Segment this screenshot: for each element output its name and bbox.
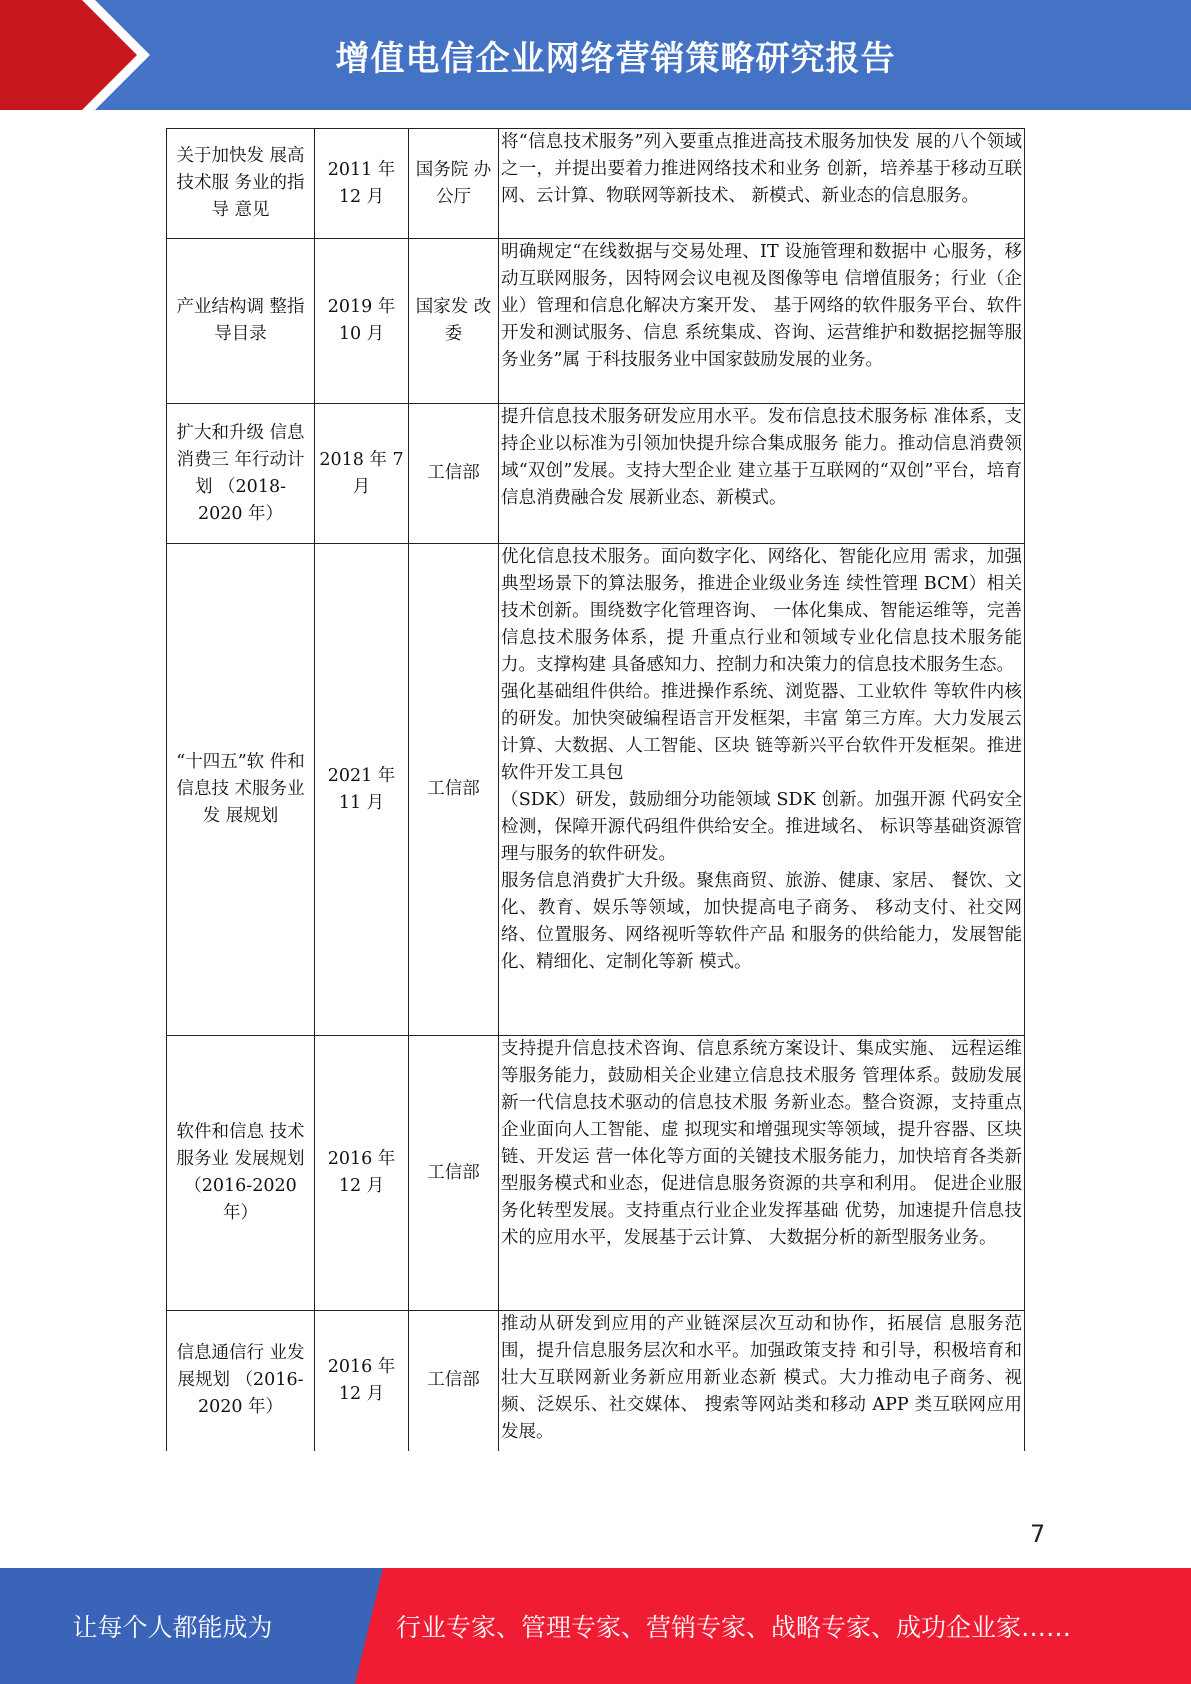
content-paragraph: 将“信息技术服务”列入要重点推进高技术服务加快发 展的八个领域之一，并提出要着力推进网络技术和业务 创新，培养基于移动互联网、云计算、物联网等新技术、 新模式、新业态的信息服务。 [501,132,1022,206]
table-row [167,239,1025,404]
table-row [167,129,1025,239]
policy-content [499,1311,1025,1451]
footer-banner [0,1568,1191,1684]
table-row [167,1036,1025,1311]
policy-department: 工信部 [409,404,499,544]
footer-slogan-left: 让每个人都能成为 [72,1613,273,1642]
header-banner [0,0,1191,110]
policy-date: 2016 年 12 月 [315,1036,409,1311]
footer-slogan-right: 行业专家、管理专家、营销专家、战略专家、成功企业家…… [396,1613,1072,1642]
policy-date: 2019 年 10 月 [315,239,409,404]
policy-date: 2021 年 11 月 [315,544,409,1036]
policy-department: 国务院 办公厅 [409,129,499,239]
policy-name: 软件和信息 技术服务业 发展规划 （2016-2020 年） [167,1036,315,1311]
content-paragraph: 支持提升信息技术咨询、信息系统方案设计、集成实施、 远程运维等服务能力，鼓励相关企业建立信息技术服务 管理体系。鼓励发展新一代信息技术驱动的信息技术服 务新业态。整合资源，支持重点企业面向人工智能、虚 拟现实和增强现实等领域，提升容器、区块链、开发运 营一体化等方面的关键技术服务能力，加快培育各类新 型服务模式和业态，促进信息服务资源的共享和利用。 促进企业服务化转型发展。支持重点行业企业发挥基础 优势，加速提升信息技术的应用水平，发展基于云计算、 大数据分析的新型服务业务。 [501,1039,1022,1248]
page-number: 7 [1030,1520,1046,1548]
content-paragraph: （SDK）研发，鼓励细分功能领域 SDK 创新。加强开源 代码安全检测，保障开源代码组件供给安全。推进域名、 标识等基础资源管理与服务的软件研发。 [501,790,1022,864]
red-arrow-icon [0,0,150,110]
policy-department: 工信部 [409,1311,499,1451]
policy-name: 产业结构调 整指导目录 [167,239,315,404]
policy-department: 国家发 改委 [409,239,499,404]
content-paragraph: 优化信息技术服务。面向数字化、网络化、智能化应用 需求，加强典型场景下的算法服务，推进企业级业务连 续性管理 BCM）相关技术创新。围绕数字化管理咨询、 一体化集成、智能运维等，完善信息技术服务体系，提 升重点行业和领域专业化信息技术服务能力。支撑构建 具备感知力、控制力和决策力的信息技术服务生态。 [501,547,1022,675]
content-paragraph: 推动从研发到应用的产业链深层次互动和协作，拓展信 息服务范围，提升信息服务层次和水平。加强政策支持 和引导，积极培育和壮大互联网新业务新应用新业态新 模式。大力推动电子商务、视频、泛娱乐、社交媒体、 搜索等网站类和移动 APP 类互联网应用发展。 [501,1314,1022,1442]
content-paragraph: 明确规定“在线数据与交易处理、IT 设施管理和数据中 心服务，移动互联网服务，因特网会议电视及图像等电 信增值服务；行业（企业）管理和信息化解决方案开发、 基于网络的软件服务平台、软件开发和测试服务、信息 系统集成、咨询、运营维护和数据挖掘等服务业务”属 于科技服务业中国家鼓励发展的业务。 [501,242,1022,370]
policy-date: 2016 年 12 月 [315,1311,409,1451]
policy-name: “十四五”软 件和信息技 术服务业发 展规划 [167,544,315,1036]
policy-content [499,129,1025,239]
report-title: 增值电信企业网络营销策略研究报告 [335,38,896,79]
policy-date: 2018 年 7 月 [315,404,409,544]
policy-name: 信息通信行 业发展规划 （2016-2020 年） [167,1311,315,1451]
policy-name: 扩大和升级 信息消费三 年行动计划 （2018-2020 年） [167,404,315,544]
content-paragraph: 提升信息技术服务研发应用水平。发布信息技术服务标 准体系，支持企业以标准为引领加快提升综合集成服务 能力。推动信息消费领域“双创”发展。支持大型企业 建立基于互联网的“双创”平台，培育信息消费融合发 展新业态、新模式。 [501,407,1022,508]
policy-table [166,128,1025,1451]
policy-content [499,404,1025,544]
table-row [167,404,1025,544]
content-paragraph: 服务信息消费扩大升级。聚焦商贸、旅游、健康、家居、 餐饮、文化、教育、娱乐等领域，加快提高电子商务、 移动支付、社交网络、位置服务、网络视听等软件产品 和服务的供给能力，发展智能化、精细化、定制化等新 模式。 [501,871,1022,972]
content-paragraph: 强化基础组件供给。推进操作系统、浏览器、工业软件 等软件内核的研发。加快突破编程语言开发框架，丰富 第三方库。大力发展云计算、大数据、人工智能、区块 链等新兴平台软件开发框架。推进软件开发工具包 [501,682,1022,783]
policy-content [499,239,1025,404]
policy-content [499,544,1025,1036]
table-row [167,544,1025,1036]
policy-content [499,1036,1025,1311]
table-row [167,1311,1025,1451]
policy-department: 工信部 [409,1036,499,1311]
policy-date: 2011 年 12 月 [315,129,409,239]
policy-name: 关于加快发 展高技术服 务业的指导 意见 [167,129,315,239]
policy-department: 工信部 [409,544,499,1036]
